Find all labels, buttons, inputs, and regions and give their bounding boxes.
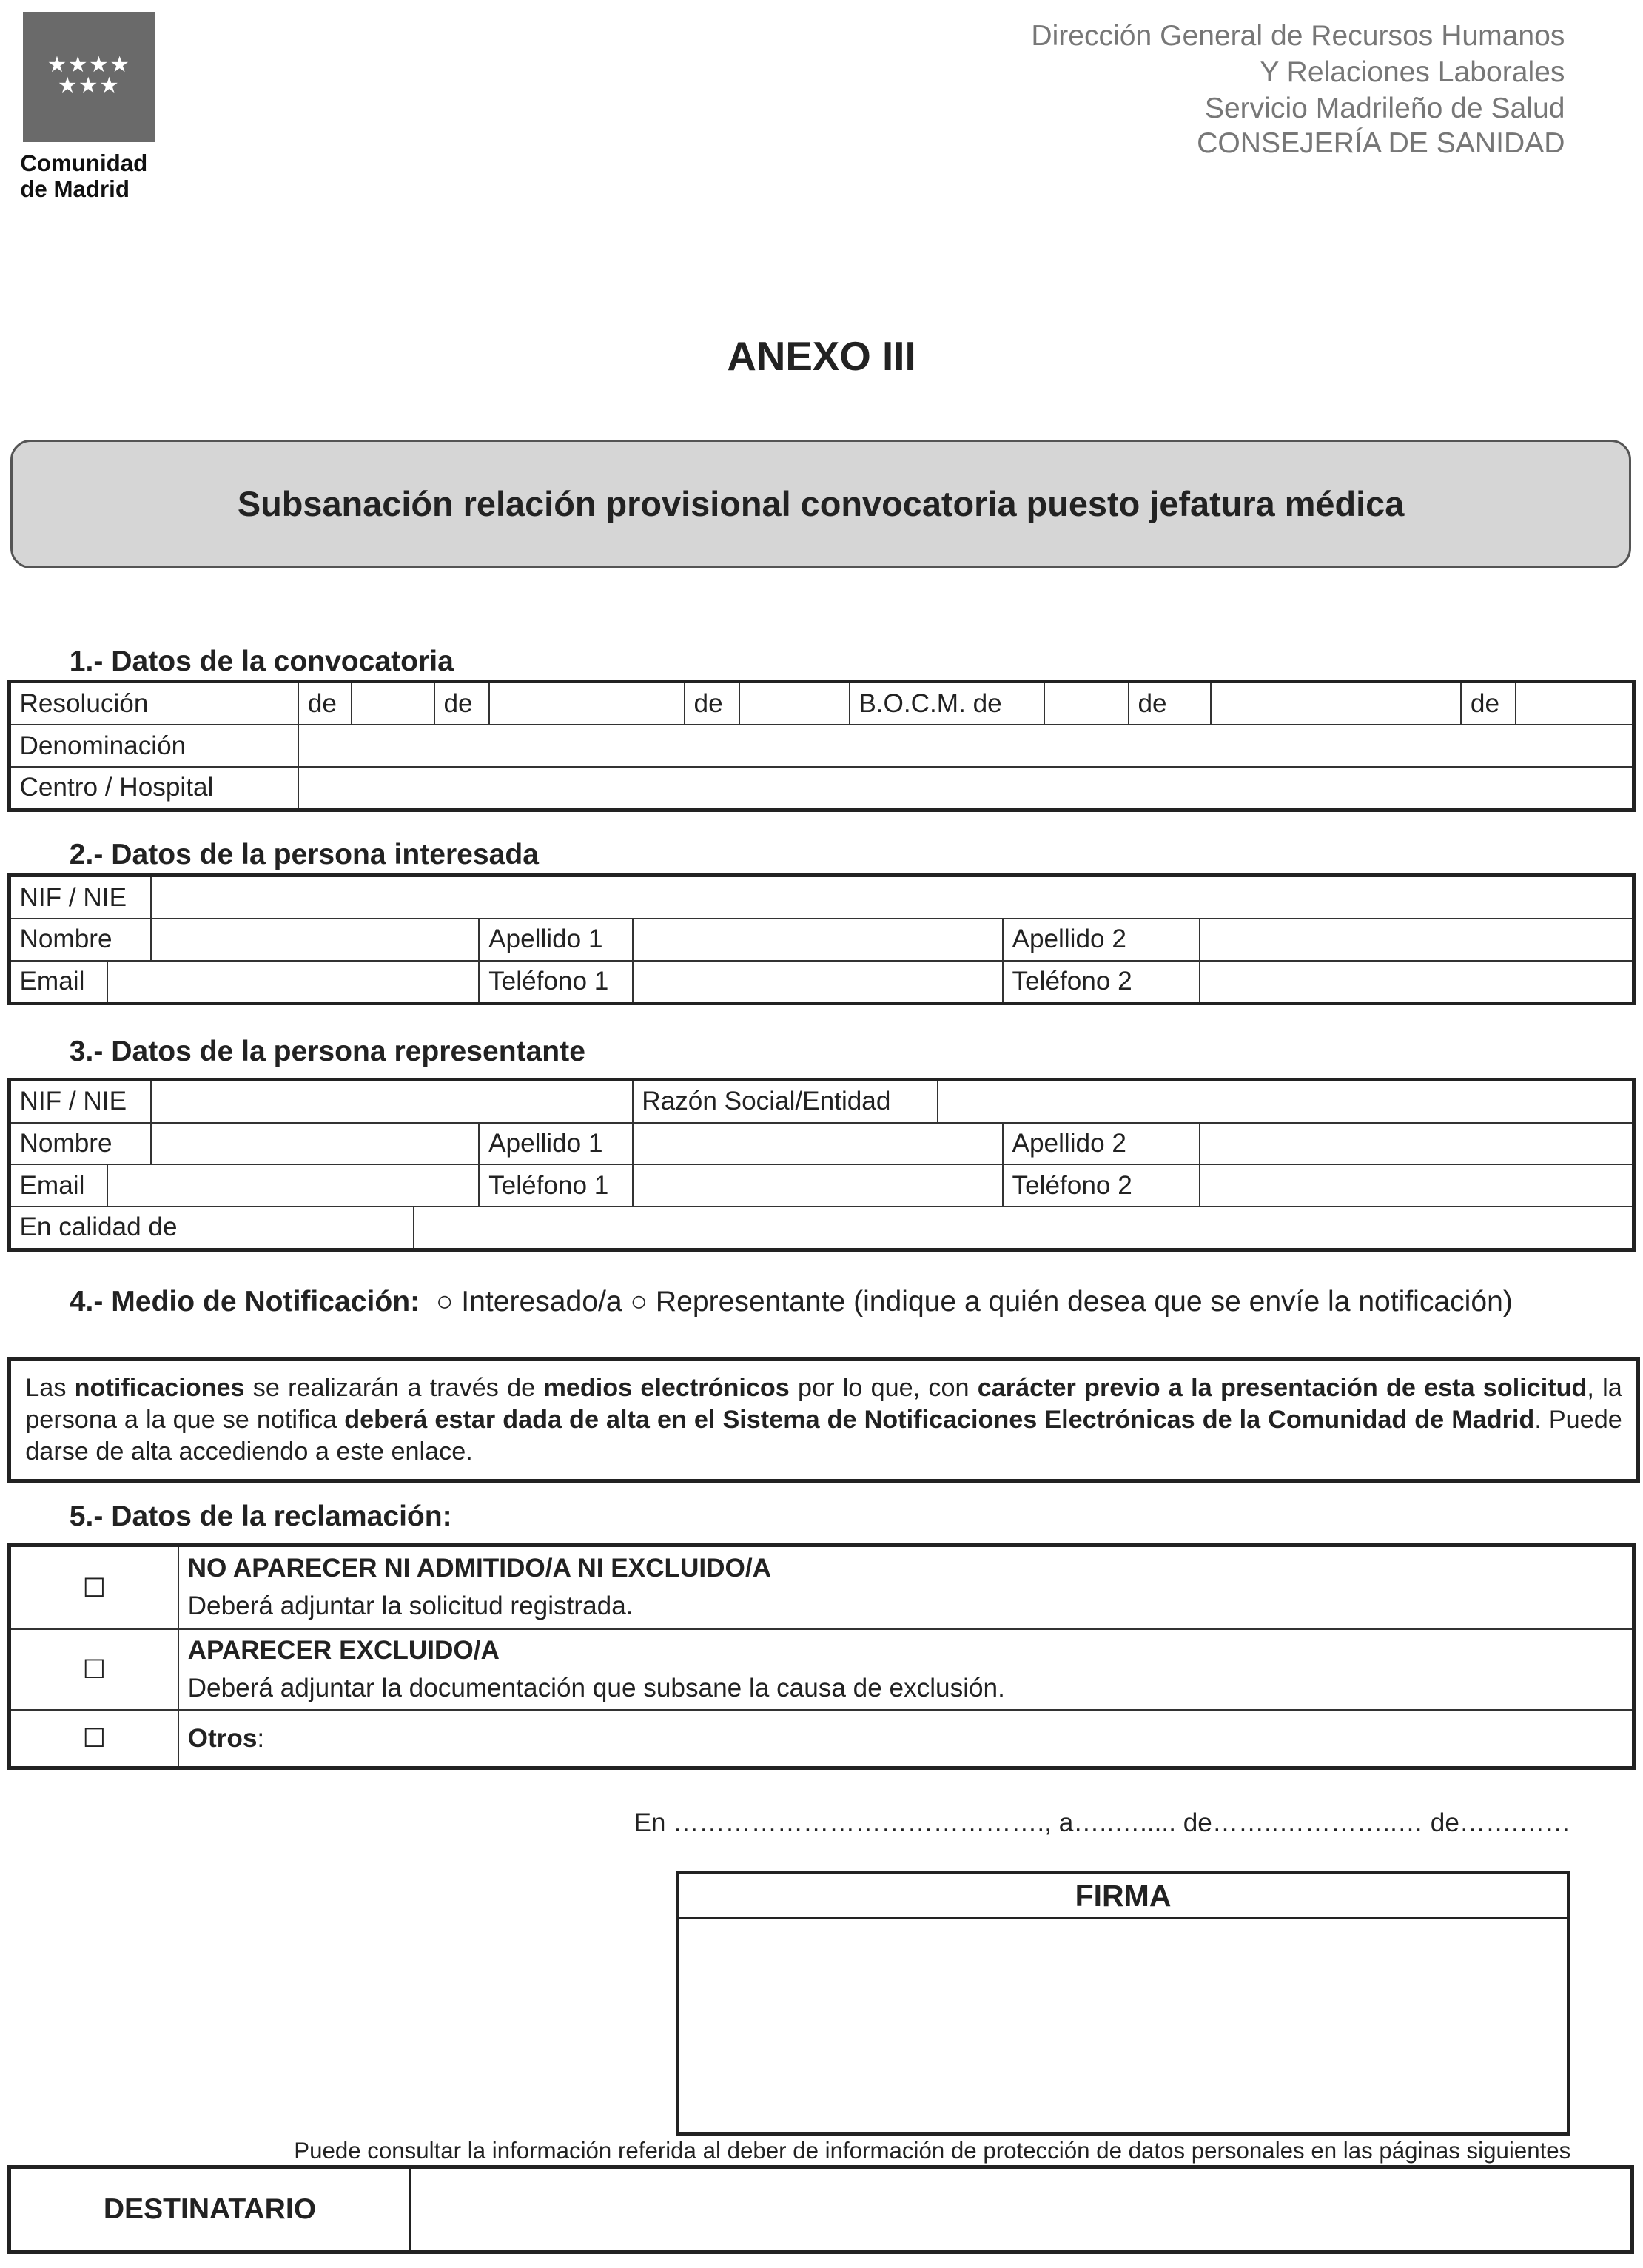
header-line: Dirección General de Recursos Humanos: [1031, 20, 1565, 53]
calidad-input[interactable]: [414, 1207, 1633, 1249]
rep-nif-input[interactable]: [151, 1079, 633, 1122]
razon-social-input[interactable]: [938, 1079, 1634, 1122]
rep-telefono1-label: Teléfono 1: [479, 1164, 632, 1207]
reclamacion-table: [7, 1543, 1636, 1770]
notice-text: Las: [25, 1373, 75, 1402]
rep-apellido2-input[interactable]: [1200, 1123, 1634, 1165]
resolucion-month-input[interactable]: [489, 682, 685, 725]
de-label: de: [1461, 682, 1516, 725]
bocm-label: B.O.C.M. de: [850, 682, 1045, 725]
de-label: de: [298, 682, 352, 725]
option-desc: Deberá adjuntar la solicitud registrada.: [187, 1591, 634, 1621]
nif-label: NIF / NIE: [9, 876, 151, 919]
nombre-label: Nombre: [9, 919, 151, 961]
otros-input[interactable]: :: [257, 1723, 265, 1753]
section-3-heading: 3.- Datos de la persona representante: [69, 1036, 585, 1068]
destinatario-input[interactable]: [411, 2169, 1630, 2249]
rep-telefono2-label: Teléfono 2: [1003, 1164, 1200, 1207]
notificacion-note: (indique a quién desea que se envíe la notificación): [853, 1286, 1513, 1318]
nif-input[interactable]: [151, 876, 1634, 919]
calidad-label: En calidad de: [9, 1207, 414, 1249]
notice-link-text[interactable]: . Puede darse de alta accediendo a este enlace.: [25, 1405, 1622, 1466]
rep-nombre-input[interactable]: [151, 1123, 480, 1165]
annex-title: ANEXO III: [727, 333, 916, 380]
destinatario-label: DESTINATARIO: [11, 2169, 411, 2249]
rep-apellido1-input[interactable]: [633, 1123, 1003, 1165]
rep-apellido1-label: Apellido 1: [479, 1123, 632, 1165]
rep-email-label: Email: [9, 1164, 107, 1207]
notice-box: [7, 1357, 1640, 1483]
nombre-input[interactable]: [151, 919, 480, 961]
notice-bold: notificaciones: [74, 1373, 245, 1402]
resolucion-day-input[interactable]: [352, 682, 434, 725]
radio-representante-label: Representante: [655, 1286, 846, 1318]
rep-email-input[interactable]: [107, 1164, 479, 1207]
header-line: Servicio Madrileño de Salud: [1204, 93, 1565, 125]
section-2-heading: 2.- Datos de la persona interesada: [69, 839, 539, 871]
firma-label: FIRMA: [679, 1874, 1568, 1920]
denominacion-label: Denominación: [9, 725, 298, 767]
resolucion-label: Resolución: [9, 682, 298, 725]
option-desc: Deberá adjuntar la documentación que subsane la causa de exclusión.: [187, 1673, 1005, 1702]
checkbox-no-aparecer[interactable]: ☐: [9, 1546, 178, 1629]
section-4-heading: 4.- Medio de Notificación:: [69, 1286, 420, 1318]
apellido2-input[interactable]: [1200, 919, 1634, 961]
bocm-year-input[interactable]: [1516, 682, 1633, 725]
logo-line1: Comunidad: [20, 150, 148, 177]
section-5-heading: 5.- Datos de la reclamación:: [69, 1500, 452, 1532]
rep-apellido2-label: Apellido 2: [1003, 1123, 1200, 1165]
option-title: APARECER EXCLUIDO/A: [187, 1635, 500, 1665]
de-label: de: [434, 682, 489, 725]
telefono1-input[interactable]: [633, 961, 1003, 1004]
interesada-table: [7, 873, 1636, 1005]
rep-nombre-label: Nombre: [9, 1123, 151, 1165]
header-line: Y Relaciones Laborales: [1260, 56, 1565, 89]
logo-line2: de Madrid: [20, 176, 130, 203]
option-title: NO APARECER NI ADMITIDO/A NI EXCLUIDO/A: [187, 1554, 772, 1583]
telefono1-label: Teléfono 1: [479, 961, 632, 1004]
telefono2-input[interactable]: [1200, 961, 1634, 1004]
logo-emblem: [23, 12, 155, 142]
radio-representante[interactable]: ○: [630, 1286, 648, 1318]
logo-text: [20, 150, 147, 202]
fecha-line[interactable]: En ……………………………………., a…..…..... de……..…………..… de…….……: [634, 1808, 1571, 1837]
de-label: de: [685, 682, 739, 725]
centro-input[interactable]: [298, 767, 1634, 810]
bocm-month-input[interactable]: [1211, 682, 1461, 725]
footnote: Puede consultar la información referida al deber de información de protección de datos personales en las páginas siguientes: [294, 2138, 1571, 2164]
option-title: Otros: [187, 1723, 258, 1753]
notice-bold: medios electrónicos: [543, 1373, 790, 1402]
email-input[interactable]: [107, 961, 479, 1004]
form-title: Subsanación relación provisional convocatoria puesto jefatura médica: [10, 440, 1632, 568]
de-label: de: [1129, 682, 1211, 725]
rep-nif-label: NIF / NIE: [9, 1079, 151, 1122]
email-label: Email: [9, 961, 107, 1004]
stars-icon: ★★★★ ★★★: [47, 53, 131, 98]
notice-text: por lo que, con: [789, 1373, 978, 1402]
centro-label: Centro / Hospital: [9, 767, 298, 810]
notice-text: se realizarán a través de: [244, 1373, 544, 1402]
resolucion-year-input[interactable]: [739, 682, 850, 725]
notice-bold: deberá estar dada de alta en el Sistema de Notificaciones Electrónicas de la Comunidad de Madrid: [344, 1405, 1535, 1434]
header-line: CONSEJERÍA DE SANIDAD: [1197, 127, 1565, 159]
notice-bold: carácter previo a la presentación de esta solicitud: [977, 1373, 1587, 1402]
apellido2-label: Apellido 2: [1003, 919, 1200, 961]
radio-interesado-label: Interesado/a: [461, 1286, 622, 1318]
notificacion-medio: [70, 1284, 1516, 1321]
apellido1-label: Apellido 1: [479, 919, 632, 961]
convocatoria-table: [7, 680, 1636, 811]
telefono2-label: Teléfono 2: [1003, 961, 1200, 1004]
destinatario-box: [7, 2165, 1635, 2253]
checkbox-otros[interactable]: ☐: [9, 1710, 178, 1768]
apellido1-input[interactable]: [633, 919, 1003, 961]
radio-interesado[interactable]: ○: [435, 1286, 454, 1318]
rep-telefono2-input[interactable]: [1200, 1164, 1634, 1207]
firma-box[interactable]: [676, 1871, 1571, 2136]
section-1-heading: 1.- Datos de la convocatoria: [69, 645, 454, 677]
rep-telefono1-input[interactable]: [633, 1164, 1003, 1207]
checkbox-excluido[interactable]: ☐: [9, 1629, 178, 1710]
representante-table: [7, 1078, 1636, 1252]
notice-text: , la persona a la que se notifica: [25, 1373, 1622, 1434]
bocm-day-input[interactable]: [1044, 682, 1128, 725]
razon-social-label: Razón Social/Entidad: [633, 1079, 938, 1122]
denominacion-input[interactable]: [298, 725, 1634, 767]
